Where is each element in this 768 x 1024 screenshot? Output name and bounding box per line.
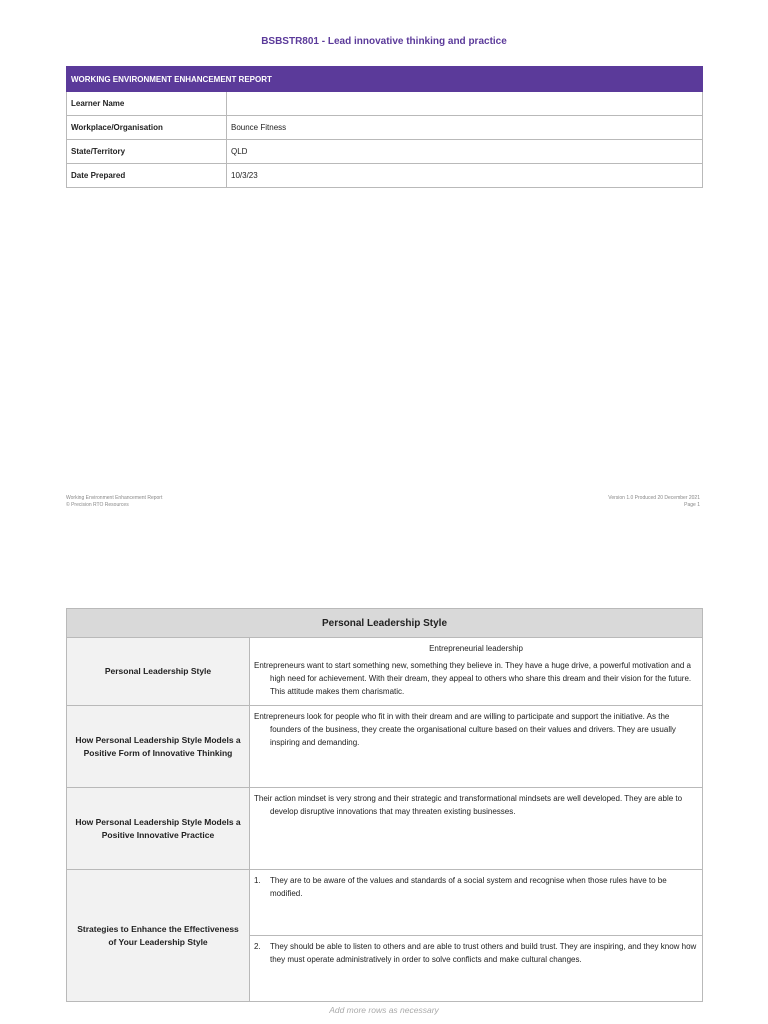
item-number: 1.	[254, 876, 261, 885]
report-heading: WORKING ENVIRONMENT ENHANCEMENT REPORT	[67, 67, 703, 92]
workplace-value[interactable]: Bounce Fitness	[227, 116, 703, 140]
table-row	[67, 92, 703, 116]
page-footer-left	[66, 495, 162, 509]
row-text: Entrepreneurs look for people who fit in with their dream and are willing to participate and support the initiative. As the founders of the business, they create the organisational culture based on their values and drivers. They are usually inspiring and demanding.	[254, 712, 676, 747]
leadership-style-table	[66, 608, 703, 1002]
row-text: Entrepreneurs want to start something new, something they believe in. They have a huge drive, a powerful motivation and a high need for achievement. With their dream, they appeal to others who share this dream and their vision for the future. This attitude makes them charismatic.	[254, 661, 692, 696]
leadership-type: Entrepreneurial leadership	[429, 644, 523, 653]
row-content[interactable]	[250, 788, 703, 870]
report-details-table	[66, 66, 703, 188]
learner-name-value[interactable]	[227, 92, 703, 116]
row-content[interactable]	[250, 706, 703, 788]
workplace-label: Workplace/Organisation	[67, 116, 227, 140]
row-label: How Personal Leadership Style Models a Positive Innovative Practice	[67, 788, 250, 870]
table-row	[67, 706, 703, 788]
footer-copyright: © Precision RTO Resources	[66, 502, 129, 508]
state-label: State/Territory	[67, 140, 227, 164]
list-item[interactable]	[250, 936, 702, 970]
section-heading: Personal Leadership Style	[67, 609, 703, 638]
row-label: How Personal Leadership Style Models a Positive Form of Innovative Thinking	[67, 706, 250, 788]
page-footer-right	[608, 495, 700, 509]
item-text: They should be able to listen to others and are able to trust others and build trust. They are inspiring, and they know how they must operate administratively in order to solve conflicts and make cultural changes.	[270, 942, 697, 964]
footer-page-number: Page 1	[684, 502, 700, 508]
table-row	[67, 140, 703, 164]
row-label: Personal Leadership Style	[67, 638, 250, 706]
footer-version: Version 1.0 Produced 20 December 2021	[608, 495, 700, 501]
row-label: Strategies to Enhance the Effectiveness of Your Leadership Style	[67, 870, 250, 1002]
item-number: 2.	[254, 942, 261, 951]
document-title: BSBSTR801 - Lead innovative thinking and practice	[261, 36, 507, 47]
table-row	[67, 164, 703, 188]
table-row	[67, 788, 703, 870]
table-row	[67, 116, 703, 140]
section-heading-row	[67, 609, 703, 638]
row-text: Their action mindset is very strong and their strategic and transformational mindsets are well developed. They are able to develop disruptive innovations that may threaten existing businesses.	[254, 794, 683, 816]
footer-doc-name: Working Environment Enhancement Report	[66, 495, 163, 501]
table-row	[67, 638, 703, 706]
item-text: They are to be aware of the values and standards of a social system and recognise when those rules have to be modified.	[270, 876, 667, 898]
list-item[interactable]	[250, 870, 702, 936]
row-content[interactable]	[250, 638, 703, 706]
report-heading-row	[67, 67, 703, 92]
row-content	[250, 870, 703, 1002]
date-value[interactable]: 10/3/23	[227, 164, 703, 188]
state-value[interactable]: QLD	[227, 140, 703, 164]
date-label: Date Prepared	[67, 164, 227, 188]
table-row	[67, 870, 703, 1002]
add-rows-hint: Add more rows as necessary	[329, 1005, 439, 1015]
learner-name-label: Learner Name	[67, 92, 227, 116]
